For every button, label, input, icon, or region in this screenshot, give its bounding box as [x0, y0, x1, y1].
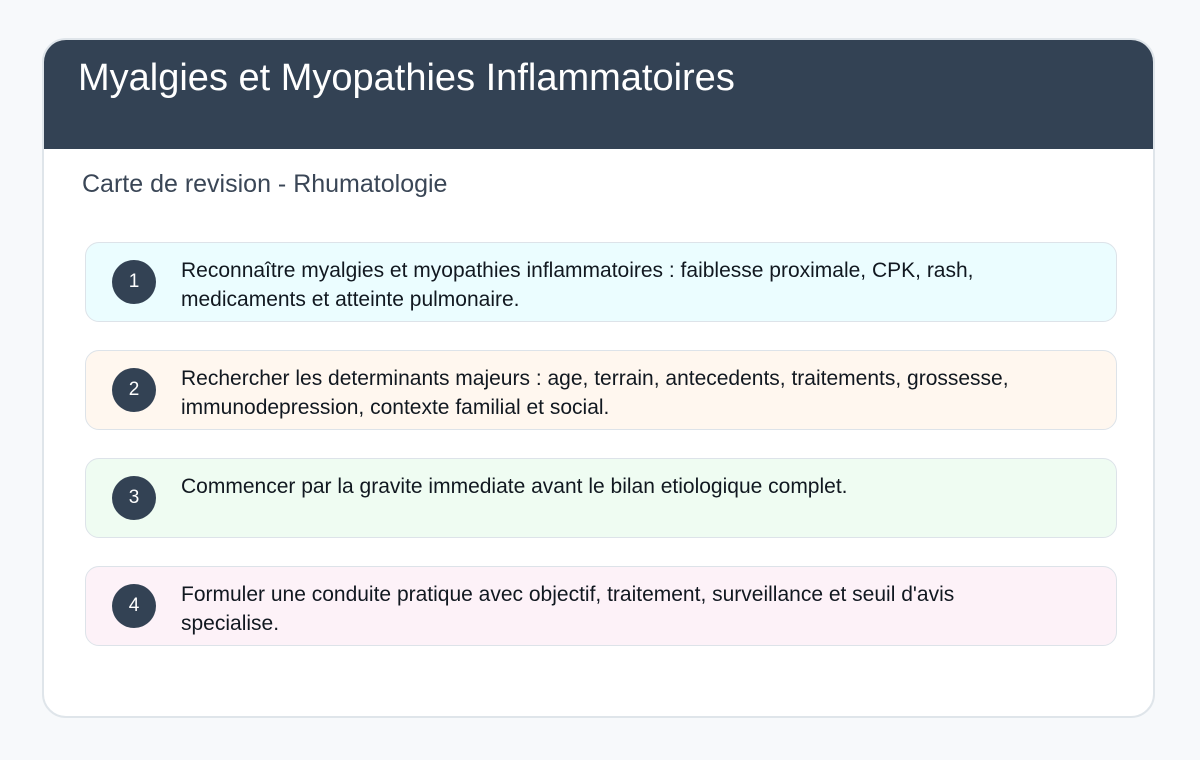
step-4	[85, 566, 1117, 646]
step-1	[85, 242, 1117, 322]
step-4-text: Formuler une conduite pratique avec objectif, traitement, surveillance et seuil d'avis specialise.	[181, 583, 955, 635]
card-header	[42, 38, 1155, 149]
step-1-text: Reconnaître myalgies et myopathies inflammatoires : faiblesse proximale, CPK, rash, medicaments et atteinte pulmonaire.	[181, 259, 974, 311]
step-2	[85, 350, 1117, 430]
step-3-text: Commencer par la gravite immediate avant le bilan etiologique complet.	[181, 475, 848, 498]
step-2-number-badge: 2	[112, 368, 156, 412]
step-3	[85, 458, 1117, 538]
card-subtitle: Carte de revision - Rhumatologie	[82, 170, 448, 198]
step-2-text: Rechercher les determinants majeurs : age, terrain, antecedents, traitements, grossesse, immunodepression, contexte familial et social.	[181, 367, 1009, 419]
card-title: Myalgies et Myopathies Inflammatoires	[78, 57, 735, 99]
step-3-number-badge: 3	[112, 476, 156, 520]
step-1-number-badge: 1	[112, 260, 156, 304]
revision-card	[42, 38, 1155, 718]
step-4-number-badge: 4	[112, 584, 156, 628]
